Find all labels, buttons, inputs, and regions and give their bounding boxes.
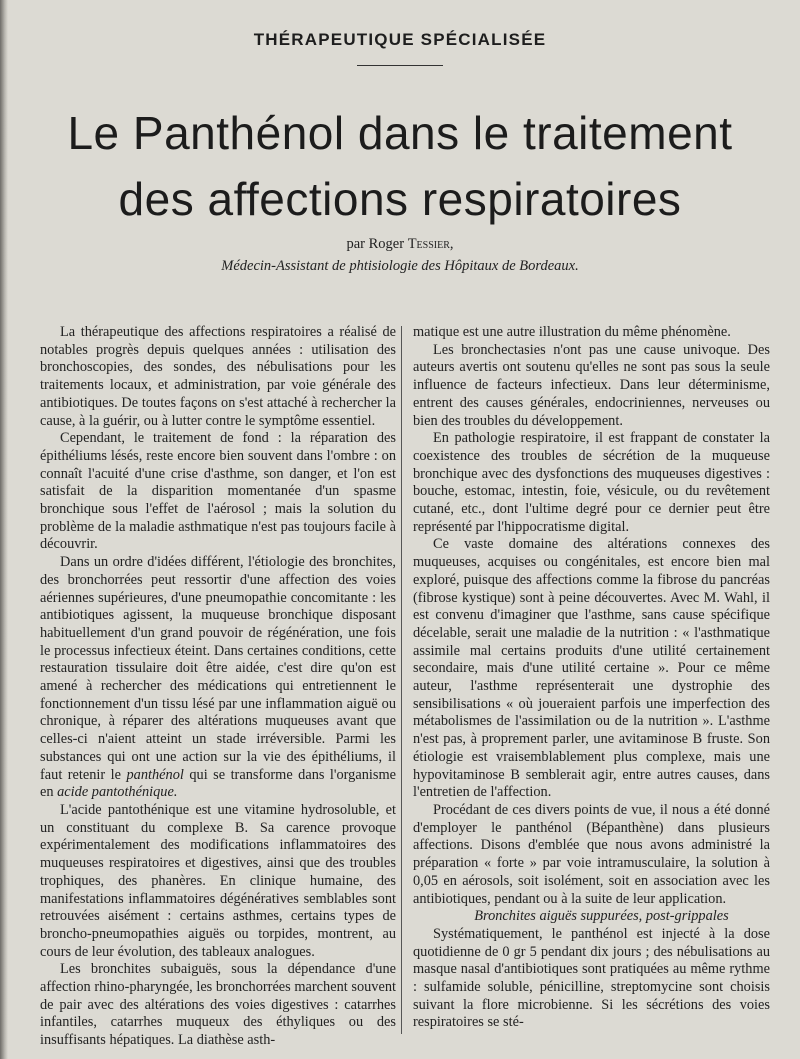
article-title-line-2: des affections respiratoires xyxy=(118,173,682,225)
paragraph: Systématiquement, le panthénol est injecté à la dose quotidienne de 0 gr 5 pendant dix jours ; des nébulisations au masque nasal d'antibiotiques sont pratiquées au même rythme : sulfamide soluble, pénicilline, streptomycine sont choisis suivant la flore microbienne. Si les sécrétions des voies respiratoires se sté- xyxy=(413,925,770,1031)
paragraph: Cependant, le traitement de fond : la réparation des épithéliums lésés, reste encore bien souvent dans l'ombre : on connaît l'acuité d'une crise d'asthme, son danger, et l'on est satisfait de la disparition momentanée d'un spasme bronchique sous l'effet de l'aérosol ; mais la solution du problème de la maladie asthmatique n'est pas toujours facile à découvrir. xyxy=(40,430,396,553)
article-title-line-1: Le Panthénol dans le traitement xyxy=(67,107,733,159)
paragraph-continuation: matique est une autre illustration du même phénomène. xyxy=(413,324,731,340)
paragraph-text: qui se transforme dans l'organisme en xyxy=(40,766,396,801)
paragraph: Les bronchectasies n'ont pas une cause univoque. Des auteurs avertis ont soutenu qu'elles ne sont pas sous la seule influence de facteurs infectieux. Dans leur déterminisme, entrent des causes générales, endocriniennes, nerveuses ou bien des troubles du développement. xyxy=(413,341,770,429)
author-surname: Tessier, xyxy=(407,236,454,252)
author-byline xyxy=(0,236,800,253)
paragraph: Les bronchites subaiguës, sous la dépendance d'une affection rhino-pharyngée, les bronchorrées marchent souvent de pair avec des altérations des voies digestives : catarrhes infantiles, catarrhes muqueux des éthyliques ou des insuffisants hépatiques. La diathèse asth- xyxy=(40,961,396,1049)
paragraph: En pathologie respiratoire, il est frappant de constater la coexistence des troubles de sécrétion de la muqueuse bronchique avec des dysfonctions des muqueuses digestives : bouche, estomac, intestin, foie, vésicule, ou du revêtement cutané, etc., dont l'ultime degré pour ce dernier peut être représenté par l'hippocratisme digital. xyxy=(413,430,770,535)
right-column xyxy=(413,324,770,1032)
column-divider xyxy=(401,326,402,1034)
section-heading: THÉRAPEUTIQUE SPÉCIALISÉE xyxy=(253,30,547,49)
paragraph-text: Dans un ordre d'idées différent, l'étiologie des bronchites, des bronchorrées peut ressortir d'une affection des voies aériennes supérieures, d'une pneumopathie concomitante : les antibiotiques agissent, la muqueuse bronchique disposant habituellement d'un grand pouvoir de régénération, une fois le processus infectieux éteint. Dans certaines conditions, cette restauration tissulaire doit être aidée, c'est dire qu'on est amené à rechercher des médications qui entretiennent le fonctionnement d'un tissu lésé par une inflammation aiguë ou chronique, à réparer des altérations muqueuses avant que celles-ci n'aient atteint un stade irréversible. Parmi les substances qui ont une action sur la vie des épithéliums, il faut retenir le xyxy=(40,554,396,783)
paragraph: L'acide pantothénique est une vitamine hydrosoluble, et un constituant du complexe B. Sa carence provoque expérimentalement des modifications inflammatoires des muqueuses respiratoires et digestives, ainsi que des troubles trophiques, des phanères. En clinique humaine, des manifestations inflammatoires dégénératives semblables sont retrouvées aisément : certains asthmes, certains types de broncho-pneumopathies aiguës ou torpides, montrent, au cours de leur évolution, des tableaux analogues. xyxy=(40,801,396,960)
emphasis-panthenol: panthénol xyxy=(126,766,184,783)
paragraph xyxy=(40,554,396,802)
paragraph: La thérapeutique des affections respiratoires a réalisé de notables progrès depuis quelques années : utilisation des bronchoscopies, des sondes, des nébulisations pour les traitements locaux, et administration, par voie générale des antibiotiques. De toutes façons on s'est attaché à rechercher la cause, à la guérir, ou à lutter contre le symptôme essentiel. xyxy=(40,324,396,429)
subheading: Bronchites aiguës suppurées, post-grippales xyxy=(474,908,729,925)
paragraph: Procédant de ces divers points de vue, il nous a été donné d'employer le panthénol (Bépanthène) dans plusieurs affections. Disons d'emblée que nous avons administré la préparation « forte » par voie intramusculaire, la solution à 0,05 en aérosols, soit isolément, soit en association avec les antibiotiques, pendant ou à la suite de leur application. xyxy=(413,801,770,907)
left-column xyxy=(40,324,396,1050)
paragraph: Ce vaste domaine des altérations connexes des muqueuses, acquises ou congénitales, est encore bien mal exploré, puisque des affections comme la fibrose du pancréas (fibrose kystique) sont à peine découvertes. Avec M. Wahl, il est convenu d'imaginer que l'asthme, sans cause spécifique décelable, serait une maladie de la nutrition : « l'asthmatique assimile mal certains produits d'une utilité certainement secondaire, mais d'une utilité certaine ». Pour ce même auteur, l'asthme représenterait une dystrophie des sensibilisations « où joueraient parfois une imperfection des métabolismes de l'assimilation ou de la nutrition ». L'asthme n'est pas, à proprement parler, une avitaminose B fruste. Son étiologie est vraisemblablement plus complexe, mais une hypovitaminose B semblerait agir, entre autres causes, dans l'entretien de l'affection. xyxy=(413,536,770,801)
byline-prefix: par Roger xyxy=(346,236,405,252)
emphasis-acide-pantothenique: acide pantothénique. xyxy=(57,784,178,801)
section-heading-rule xyxy=(357,65,443,66)
author-affiliation: Médecin-Assistant de phtisiologie des Hôpitaux de Bordeaux. xyxy=(221,258,579,274)
